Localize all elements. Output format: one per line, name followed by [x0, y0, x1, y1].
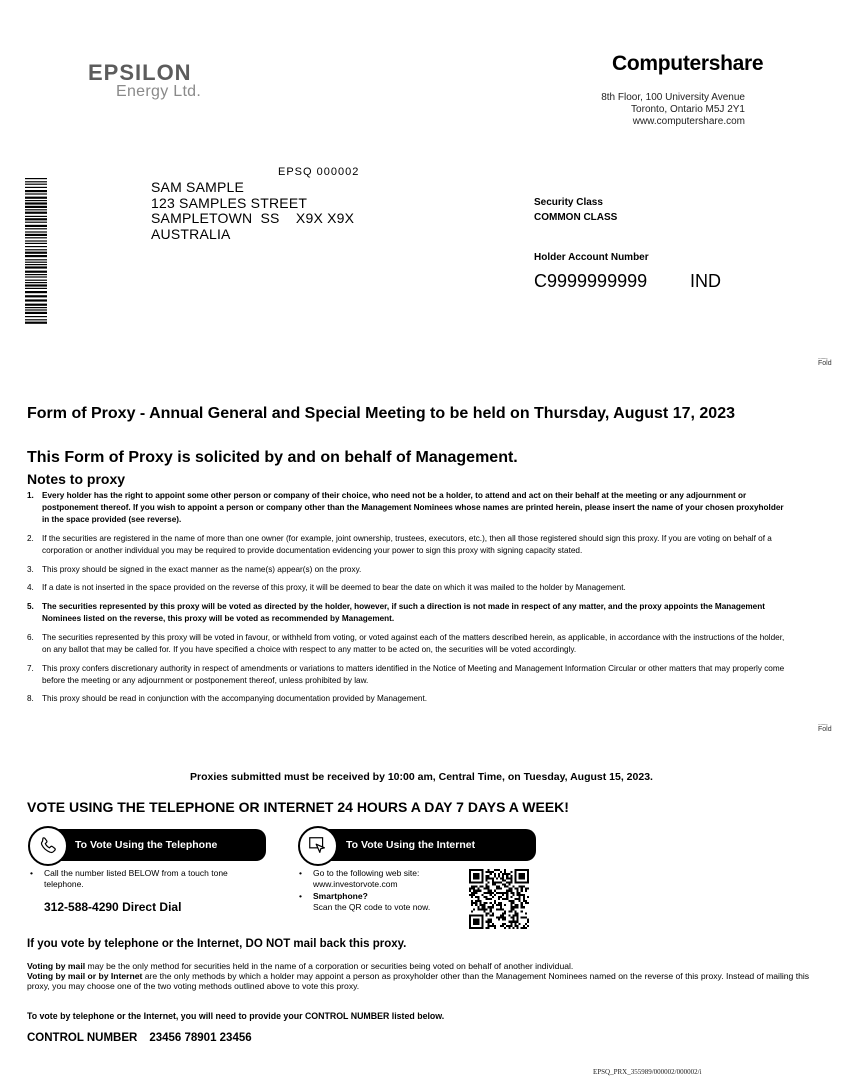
security-class-label: Security Class [534, 197, 603, 208]
security-class-value: COMMON CLASS [534, 212, 618, 223]
agent-address-line: Toronto, Ontario M5J 2Y1 [631, 104, 745, 115]
mail-text-2: are the only methods by which a holder may appoint a person as proxyholder other than the Management Nominees named on the reverse of this proxy. Instead of mailing this proxy, you may choose one of the two voting methods outlined above to vote this proxy. [27, 971, 810, 992]
note-number: 1. [27, 491, 34, 500]
note-item [27, 632, 792, 656]
cursor-click-icon [307, 835, 329, 857]
mail-bold-1: Voting by mail [27, 961, 86, 971]
internet-instruction: Go to the following web site: [313, 868, 420, 878]
document-footer-code: EPSQ_PRX_355989/000002/000002/i [593, 1068, 702, 1076]
control-number-label: CONTROL NUMBER [27, 1032, 138, 1044]
internet-instruction-item: • Go to the following web site: www.investorvote.com [299, 868, 420, 889]
note-item [27, 564, 792, 576]
note-number: 8. [27, 694, 34, 704]
address-line: AUSTRALIA [151, 225, 231, 242]
telephone-number[interactable]: 312-588-4290 Direct Dial [44, 900, 182, 914]
note-text: The securities represented by this proxy will be voted in favour, or withheld from voting, or voted against each of the matters described herein, as applicable, in accordance with the instructions of the holder, on any ballot that may be called for. If you have specified a choice with respect to any matter to be acted on, the securities will be voted accordingly. [42, 632, 785, 654]
website-link[interactable]: www.investorvote.com [313, 878, 398, 889]
mailing-code: EPSQ 000002 [278, 166, 360, 178]
smartphone-item: • Smartphone? Scan the QR code to vote now. [299, 891, 431, 912]
address-line: SAM SAMPLE [151, 179, 245, 195]
control-number-note: To vote by telephone or the Internet, you will need to provide your CONTROL NUMBER listed below. [27, 1011, 445, 1021]
note-number: 3. [27, 564, 34, 574]
address-line: 123 SAMPLES STREET [151, 194, 308, 211]
note-item [27, 490, 792, 527]
telephone-instructions [30, 868, 260, 889]
notes-list [27, 490, 792, 712]
note-item [27, 663, 792, 687]
note-text: If a date is not inserted in the space provided on the reverse of this proxy, it will be deemed to bear the date on which it was mailed to the holder by Management. [42, 583, 626, 593]
computershare-logo-text: Computershare [612, 52, 764, 75]
internet-instructions [299, 868, 469, 912]
account-number: C9999999999 [534, 271, 648, 291]
smartphone-label: Smartphone? [313, 891, 368, 901]
qr-code-icon[interactable] [469, 869, 529, 929]
control-number: 23456 78901 23456 [149, 1032, 252, 1044]
mailing-address [151, 180, 354, 242]
note-text: The securities represented by this proxy will be voted as directed by the holder, however, if such a direction is not made in respect of any matter, and the proxy appoints the Management Nominees listed on the reverse, this proxy will be voted as recommended by Management. [42, 601, 765, 624]
address-line: SAMPLETOWN SS X9X X9X [151, 210, 355, 226]
postal-barcode-icon [25, 178, 47, 324]
note-number: 7. [27, 663, 34, 673]
account-number-label: Holder Account Number [534, 252, 649, 263]
internet-vote-banner [316, 829, 536, 861]
internet-icon [298, 826, 338, 866]
mail-bold-2: Voting by mail or by Internet [27, 971, 143, 982]
telephone-instruction-item: • Call the number listed BELOW from a touch tone telephone. [30, 868, 260, 889]
form-title: Form of Proxy - Annual General and Special Meeting to be held on Thursday, August 17, 2023 [27, 405, 735, 422]
notes-heading: Notes to proxy [27, 471, 126, 487]
internet-vote-title: To Vote Using the Internet [346, 839, 476, 851]
telephone-vote-banner [45, 829, 266, 861]
note-text: If the securities are registered in the name of more than one owner (for example, joint ownership, trustees, executors, etc.), then all those registered should sign this proxy. If you are voting on behalf of a corporation or another individual you may be required to provide documentation evidencing your power to sign this proxy with signing capacity stated. [42, 534, 772, 556]
phone-handset-icon [37, 835, 59, 857]
company-subname: Energy Ltd. [116, 83, 202, 100]
control-number-line [27, 1032, 252, 1044]
agent-address [601, 92, 745, 128]
account-type: IND [690, 271, 721, 291]
telephone-instruction: Call the number listed BELOW from a touch tone telephone. [44, 868, 228, 889]
note-item [27, 601, 792, 625]
note-number: 2. [27, 534, 34, 543]
note-number: 5. [27, 601, 34, 611]
telephone-icon [28, 826, 68, 866]
note-number: 6. [27, 632, 34, 642]
vote-heading: VOTE USING THE TELEPHONE OR INTERNET 24 HOURS A DAY 7 DAYS A WEEK! [27, 799, 569, 815]
agent-address-line: www.computershare.com [632, 116, 745, 127]
note-item [27, 582, 792, 594]
company-name: EPSILON [88, 60, 192, 85]
note-item [27, 533, 792, 557]
note-text: This proxy should be read in conjunction with the accompanying documentation provided by Management. [42, 694, 428, 704]
agent-address-line: 8th Floor, 100 University Avenue [601, 92, 745, 103]
smartphone-text: Scan the QR code to vote now. [313, 901, 431, 912]
mail-text-1: may be the only method for securities held in the name of a corporation or securities being voted on behalf of another individual. [85, 961, 574, 971]
note-text: Every holder has the right to appoint some other person or company of their choice, who need not be a holder, to attend and act on their behalf at the meeting or any adjournment or postponement thereof. If you wish to appoint a person or company other than the Management Nominees whose names are printed herein, please insert the name of your chosen proxyholder in the space provided (see reverse). [42, 491, 784, 525]
do-not-mail-warning: If you vote by telephone or the Internet, DO NOT mail back this proxy. [27, 938, 407, 950]
telephone-vote-title: To Vote Using the Telephone [75, 839, 218, 851]
epsilon-logo [88, 62, 201, 100]
solicitation-statement: This Form of Proxy is solicited by and on behalf of Management. [27, 449, 518, 466]
submission-deadline: Proxies submitted must be received by 10:00 am, Central Time, on Tuesday, August 15, 2023. [190, 771, 653, 783]
voting-by-mail-note [27, 961, 817, 992]
fold-marker: ........ Fold [818, 722, 832, 733]
fold-marker: ........ Fold [818, 356, 832, 367]
computershare-logo [612, 52, 763, 76]
note-number: 4. [27, 583, 34, 593]
note-text: This proxy confers discretionary authority in respect of amendments or variations to matters identified in the Notice of Meeting and Management Information Circular or other matters that may properly come before the meeting or any adjournment or postponement thereof, unless prohibited by law. [42, 663, 785, 685]
note-item [27, 693, 792, 705]
note-text: This proxy should be signed in the exact manner as the name(s) appear(s) on the proxy. [42, 564, 362, 574]
